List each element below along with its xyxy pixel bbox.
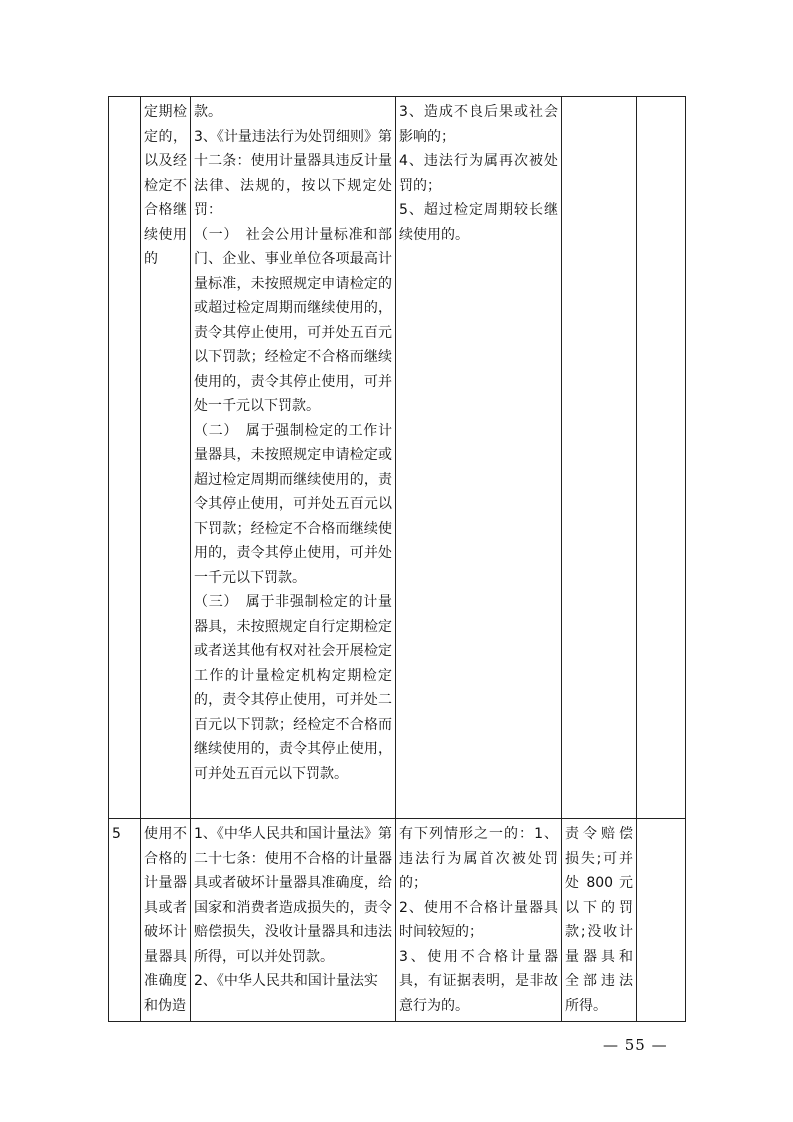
page-number: — 55 — bbox=[603, 1036, 668, 1054]
row-number-cell: 5 bbox=[109, 819, 141, 1022]
table-row bbox=[109, 97, 686, 819]
circumstance-cell bbox=[396, 97, 562, 819]
legal-basis-line: 3、《计量违法行为处罚细则》第十二条：使用计量器具违反计量法律、法规的，按以下规定处罚： bbox=[194, 128, 392, 218]
notes-cell bbox=[637, 97, 686, 819]
circumstance-cell bbox=[396, 819, 562, 1022]
legal-basis-line: 1、《中华人民共和国计量法》第二十七条：使用不合格的计量器具或者破坏计量器具准确度，给国家和消费者造成损失的，责令赔偿损失，没收计量器具和违法所得，可以并处罚款。 bbox=[194, 826, 392, 965]
legal-basis-line: （二） 属于强制检定的工作计量器具，未按照规定申请检定或超过检定周期而继续使用的，责令其停止使用，可并处五百元以下罚款；经检定不合格而继续使用的，责令其停止使用，可并处一千元以下罚款。 bbox=[194, 422, 392, 586]
circumstance-line: 4、违法行为属再次被处罚的； bbox=[399, 153, 558, 194]
violation-item-cell: 使用不合格的计量器具或者破坏计量器具准确度和伪造 bbox=[141, 819, 191, 1022]
row-number-cell bbox=[109, 97, 141, 819]
table-row bbox=[109, 819, 686, 1022]
penalty-cell bbox=[562, 97, 637, 819]
legal-basis-line: （一） 社会公用计量标准和部门、企业、事业单位各项最高计量标准，未按照规定申请检定的或超过检定周期而继续使用的，责令其停止使用，可并处五百元以下罚款；经检定不合格而继续使用的，责令其停止使用，可并处一千元以下罚款。 bbox=[194, 226, 392, 414]
penalty-standards-table bbox=[108, 96, 686, 1022]
notes-cell bbox=[637, 819, 686, 1022]
legal-basis-line: （三） 属于非强制检定的计量器具，未按照规定自行定期检定或者送其他有权对社会开展检定工作的计量检定机构定期检定的，责令其停止使用，可并处二百元以下罚款；经检定不合格而继续使用的，责令其停止使用，可并处五百元以下罚款。 bbox=[194, 594, 392, 782]
legal-basis-cell bbox=[191, 97, 396, 819]
circumstance-line: 3、使用不合格计量器具，有证据表明，是非故意行为的。 bbox=[399, 948, 558, 1014]
circumstance-line: 有下列情形之一的：1、违法行为属首次被处罚的； bbox=[399, 826, 558, 891]
circumstance-line: 2、使用不合格计量器具时间较短的； bbox=[399, 899, 558, 940]
violation-item-cell: 定期检定的，以及经检定不合格继续使用的 bbox=[141, 97, 191, 819]
legal-basis-line: 2、《中华人民共和国计量法实 bbox=[194, 973, 378, 989]
penalty-cell: 责令赔偿损失;可并处 800 元以下的罚款;没收计量器具和全部违法所得。 bbox=[562, 819, 637, 1022]
legal-basis-cell bbox=[191, 819, 396, 1022]
circumstance-line: 5、超过检定周期较长继续使用的。 bbox=[399, 202, 558, 243]
legal-basis-line: 款。 bbox=[194, 104, 222, 120]
circumstance-line: 3、造成不良后果或社会影响的； bbox=[399, 104, 558, 145]
